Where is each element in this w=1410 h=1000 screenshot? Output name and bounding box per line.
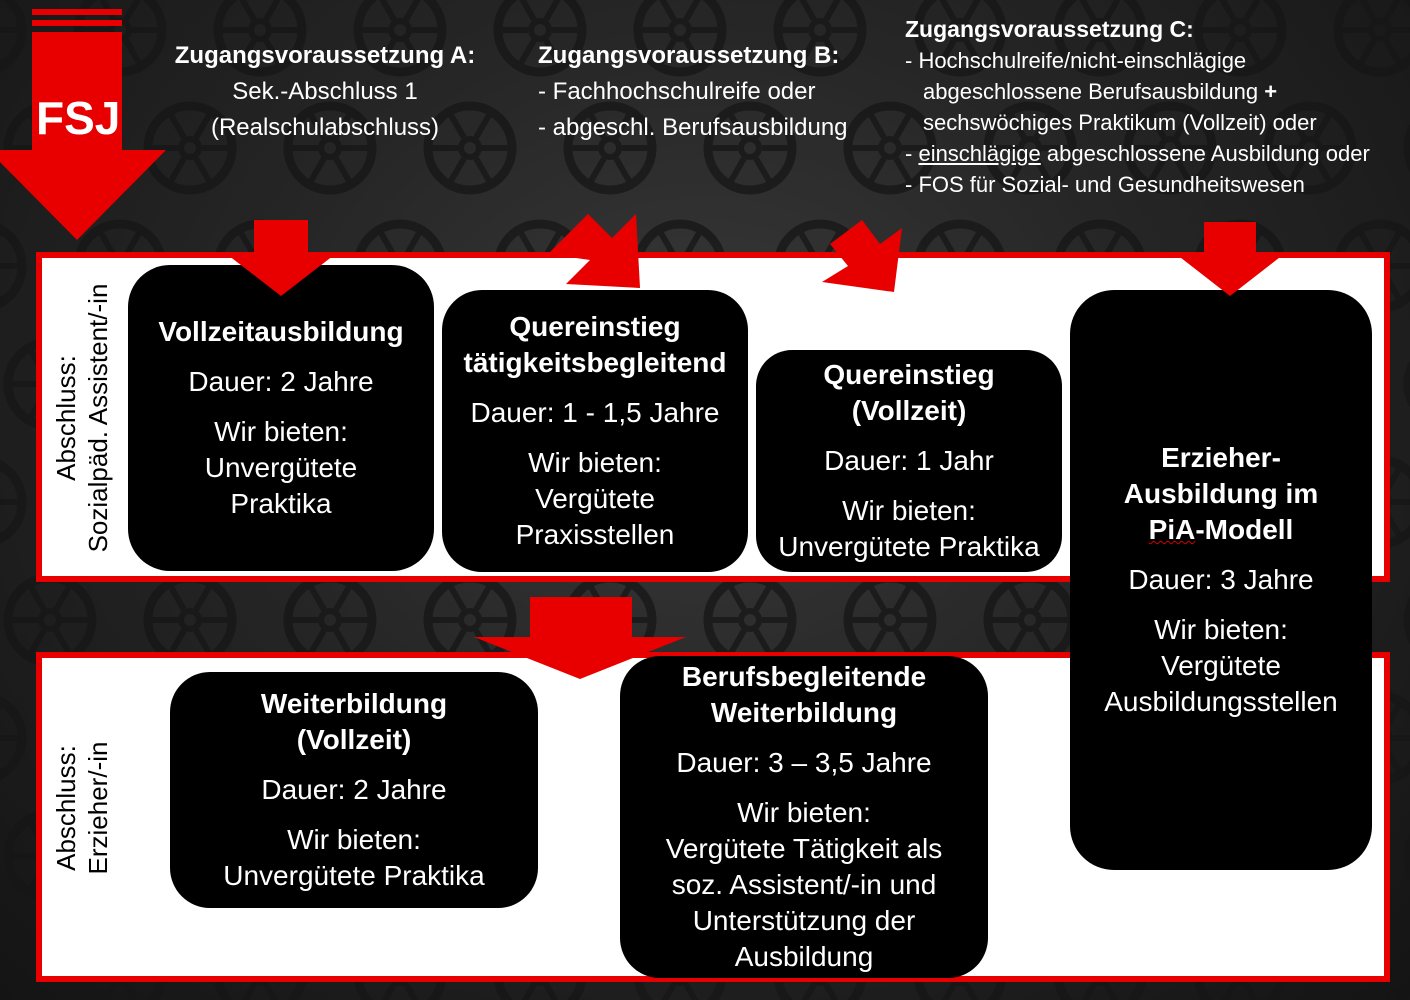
pia-title1: Erzieher- (1161, 442, 1281, 473)
box-vollzeitausbildung (128, 265, 434, 571)
requirement-a-line1: Sek.-Abschluss 1 (232, 78, 418, 105)
berufsbegleitend-offer4: Ausbildung (734, 941, 874, 972)
top-tier-label-line2: Sozialpäd. Assistent/-in (83, 283, 113, 553)
requirement-b-line2: - abgeschl. Berufsausbildung (538, 114, 848, 141)
box-berufsbegleitende-weiterbildung (620, 656, 988, 978)
requirement-c-line3: sechswöchiges Praktikum (Vollzeit) oder (923, 110, 1317, 135)
wheel-pattern-icon (0, 696, 22, 780)
bottom-tier-label-line1: Abschluss: (51, 745, 81, 871)
weiter-vollzeit-duration: Dauer: 2 Jahre (261, 774, 447, 805)
top-tier-label (50, 258, 114, 578)
quer-vollzeit-duration: Dauer: 1 Jahr (824, 445, 994, 476)
berufsbegleitend-title2: Weiterbildung (710, 697, 898, 728)
berufsbegleitend-offer-label: Wir bieten: (737, 797, 871, 828)
quer-vollzeit-title2: (Vollzeit) (851, 395, 967, 426)
pia-duration: Dauer: 3 Jahre (1128, 564, 1314, 595)
box-weiterbildung-vollzeit (170, 672, 538, 908)
top-tier-label-line1: Abschluss: (51, 355, 81, 481)
quer-taetig-duration: Dauer: 1 - 1,5 Jahre (470, 397, 720, 428)
requirement-c-plus: + (1264, 79, 1278, 104)
arrow-down-icon (1172, 222, 1292, 300)
quer-taetig-title2: tätigkeitsbegleitend (463, 347, 727, 378)
berufsbegleitend-duration: Dauer: 3 – 3,5 Jahre (676, 747, 932, 778)
arrow-down-icon (224, 220, 344, 300)
vollzeit-duration: Dauer: 2 Jahre (188, 366, 374, 397)
wheel-pattern-icon (8, 578, 92, 662)
wheel-pattern-icon (988, 578, 1072, 662)
quer-taetig-offer2: Praxisstellen (515, 519, 675, 550)
box-pia-modell (1070, 290, 1372, 870)
pia-title3-mark: PiA (1148, 514, 1196, 545)
requirement-c-line2: abgeschlossene Berufsausbildung (923, 79, 1259, 104)
quer-taetig-offer-label: Wir bieten: (528, 447, 662, 478)
requirement-a (160, 38, 490, 146)
requirement-c-line4-rest: abgeschlossene Ausbildung oder (1040, 141, 1370, 166)
requirement-b-title: Zugangsvoraussetzung B: (538, 42, 840, 69)
requirement-c-line4-row (905, 138, 1405, 169)
box-quereinstieg-taetigkeitsbegleitend (442, 290, 748, 572)
pia-offer-label: Wir bieten: (1154, 614, 1288, 645)
quer-vollzeit-offer-label: Wir bieten: (842, 495, 976, 526)
fsj-label: FSJ (36, 92, 121, 144)
pia-offer1: Vergütete (1161, 650, 1281, 681)
vollzeit-offer-label: Wir bieten: (214, 416, 348, 447)
berufsbegleitend-offer3: Unterstützung der (692, 905, 916, 936)
berufsbegleitend-offer2: soz. Assistent/-in und (671, 869, 937, 900)
requirement-c-title: Zugangsvoraussetzung C: (905, 16, 1194, 42)
wheel-pattern-icon (848, 578, 932, 662)
berufsbegleitend-offer1: Vergütete Tätigkeit als (665, 833, 943, 864)
box-quereinstieg-vollzeit (756, 350, 1062, 572)
weiter-vollzeit-offer-label: Wir bieten: (287, 824, 421, 855)
wheel-pattern-icon (0, 460, 22, 544)
bottom-tier-label-line2: Erzieher/-in (83, 741, 113, 875)
wheel-pattern-icon (288, 578, 372, 662)
requirement-c-line5: - FOS für Sozial- und Gesundheitswesen (905, 172, 1305, 197)
requirement-c-line2-row (905, 76, 1405, 107)
arrow-down-icon (472, 597, 692, 681)
requirement-a-line2: (Realschulabschluss) (210, 114, 440, 141)
requirement-b (538, 38, 898, 146)
bottom-tier-label (50, 668, 114, 948)
requirement-c-line4-underlined: einschlägige (918, 141, 1041, 166)
pia-title3-rest: -Modell (1195, 514, 1294, 545)
weiter-vollzeit-offer1: Unvergütete Praktika (223, 860, 485, 891)
requirement-a-title: Zugangsvoraussetzung A: (174, 42, 476, 69)
pia-title3 (1149, 512, 1294, 548)
wheel-pattern-icon (708, 578, 792, 662)
requirement-c-line4-dash: - (905, 141, 919, 166)
wheel-pattern-icon (0, 932, 22, 1000)
weiter-vollzeit-title2: (Vollzeit) (296, 724, 412, 755)
berufsbegleitend-title1: Berufsbegleitende (681, 661, 927, 692)
requirement-b-line1: - Fachhochschulreife oder (538, 78, 816, 105)
vollzeit-title: Vollzeitausbildung (158, 316, 404, 347)
vollzeit-offer2: Praktika (230, 488, 332, 519)
pia-offer2: Ausbildungsstellen (1104, 686, 1338, 717)
requirement-c (905, 14, 1405, 200)
quer-taetig-offer1: Vergütete (535, 483, 655, 514)
quer-vollzeit-title1: Quereinstieg (823, 359, 995, 390)
arrow-down-icon (812, 212, 912, 302)
wheel-pattern-icon (148, 578, 232, 662)
vollzeit-offer1: Unvergütete (204, 452, 358, 483)
arrow-down-icon (540, 210, 660, 310)
weiter-vollzeit-title1: Weiterbildung (260, 688, 448, 719)
requirement-c-line1: - Hochschulreife/nicht-einschlägige (905, 48, 1247, 73)
quer-taetig-title1: Quereinstieg (509, 311, 681, 342)
quer-vollzeit-offer1: Unvergütete Praktika (778, 531, 1040, 562)
pia-title2: Ausbildung im (1123, 478, 1319, 509)
